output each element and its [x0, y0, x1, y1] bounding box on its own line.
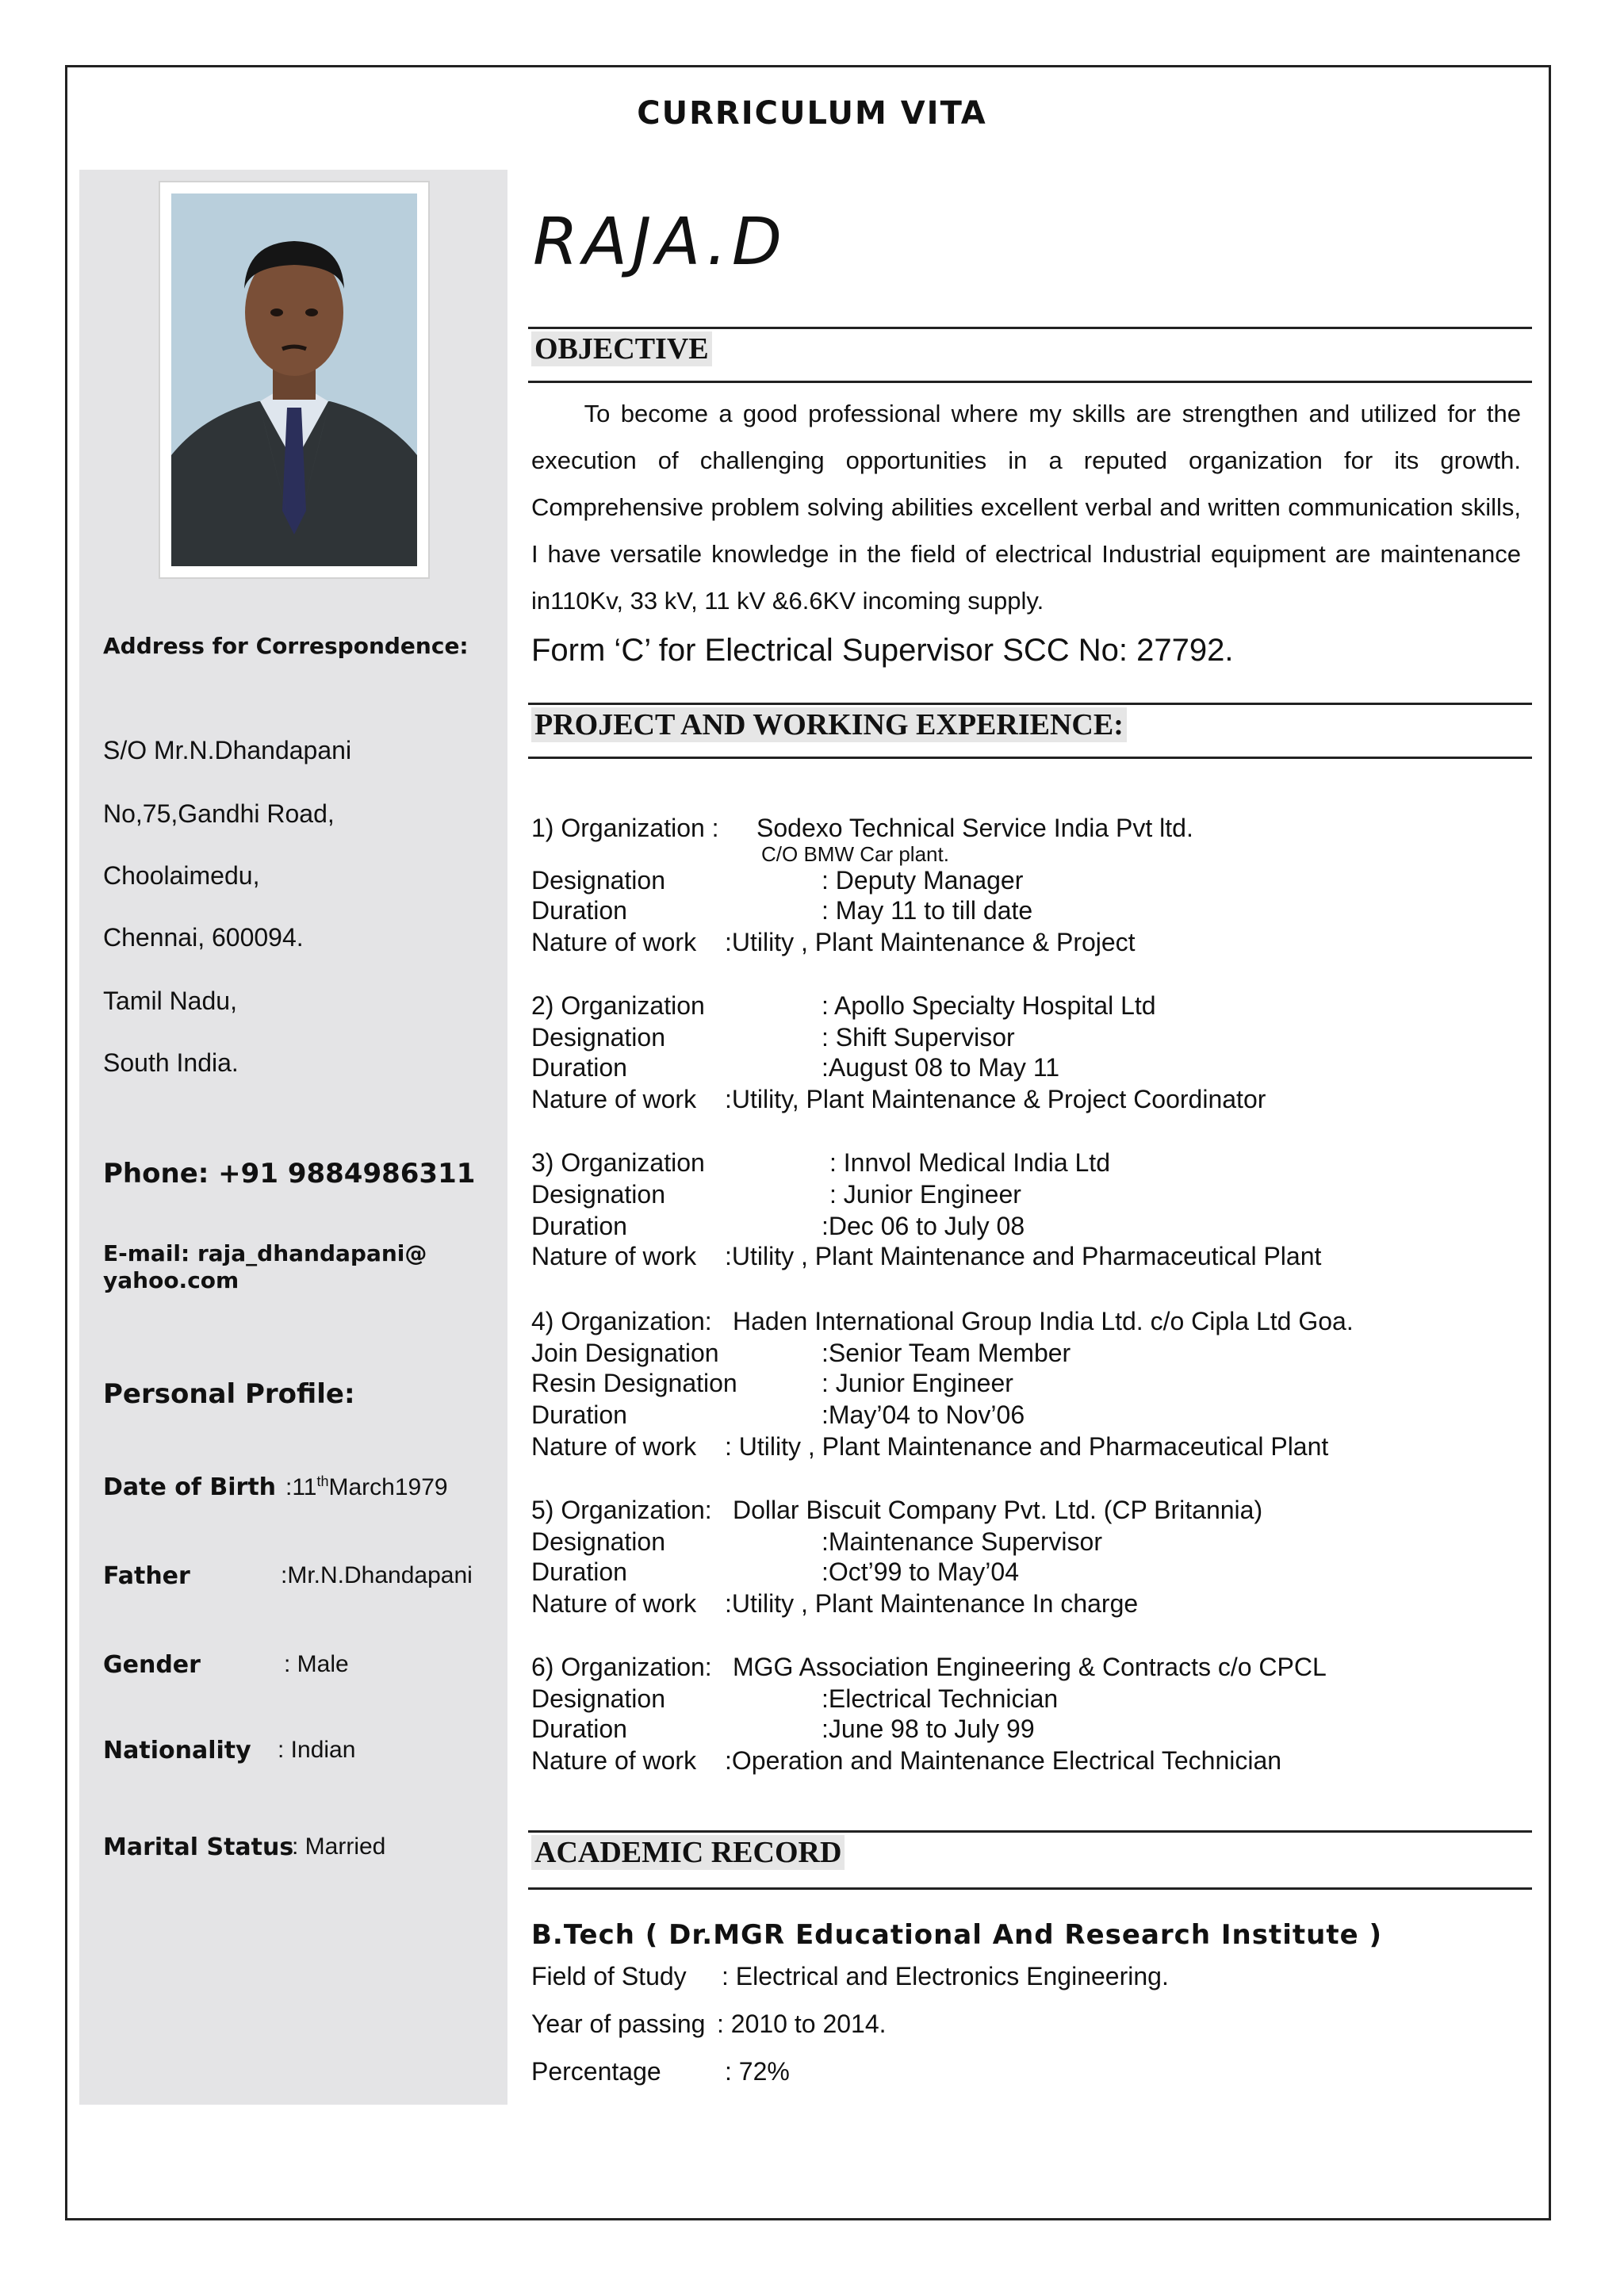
academic-heading: ACADEMIC RECORD — [531, 1835, 845, 1870]
job-designation-label: Designation — [531, 1180, 665, 1209]
job-duration-label: Duration — [531, 1715, 627, 1743]
job-designation: : Shift Supervisor — [822, 1023, 1015, 1052]
marital-status-value: : Married — [292, 1833, 386, 1860]
job-nature-label: Nature of work — [531, 1085, 697, 1113]
job-duration-label: Duration — [531, 1053, 627, 1082]
job-duration: :May’04 to Nov’06 — [822, 1400, 1025, 1429]
degree-title: B.Tech ( Dr.MGR Educational And Research Institute ) — [531, 1919, 1383, 1951]
academic-field-label: Field of Study — [531, 1962, 687, 1990]
job-nature: :Utility , Plant Maintenance & Project — [725, 928, 1136, 956]
job-nature: : Utility , Plant Maintenance and Pharmaceutical Plant — [725, 1432, 1329, 1461]
profile-photo-frame — [159, 181, 430, 579]
job-organization-label: 2) Organization — [531, 991, 705, 1020]
job-duration: :Dec 06 to July 08 — [822, 1212, 1025, 1240]
candidate-name: RAJA.D — [533, 205, 787, 280]
job-organization-label: 4) Organization: — [531, 1307, 712, 1335]
profile-photo — [171, 193, 417, 566]
job-designation: :Electrical Technician — [822, 1684, 1059, 1713]
supervisor-license: Form ‘C’ for Electrical Supervisor SCC No: 27792. — [531, 633, 1234, 668]
job-organization: Haden International Group India Ltd. c/o Cipla Ltd Goa. — [733, 1307, 1354, 1335]
nationality-value: : Indian — [278, 1737, 356, 1763]
objective-text: To become a good professional where my skills are strengthen and utilized for the execution of challenging opportunities in a reputed organization for its growth. Comprehensive problem solving abilities excellent verbal and written communication skills, I have versatile knowledge in the field of electrical Industrial equipment are maintenance in110Kv, 33 kV, 11 kV &6.6KV incoming supply. — [531, 400, 1521, 615]
job-nature-label: Nature of work — [531, 1589, 697, 1618]
job-duration: :June 98 to July 99 — [822, 1715, 1035, 1743]
job-designation-label: Designation — [531, 1684, 665, 1713]
job-nature: :Utility , Plant Maintenance In charge — [725, 1589, 1139, 1618]
address-line: Tamil Nadu, — [103, 987, 237, 1015]
father-label: Father — [103, 1562, 190, 1590]
academic-percentage-value: : 72% — [725, 2057, 790, 2086]
divider — [528, 703, 1532, 705]
job-nature-label: Nature of work — [531, 1746, 697, 1775]
job-designation-label: Designation — [531, 866, 665, 895]
marital-status-label: Marital Status — [103, 1833, 294, 1861]
document-title: CURRICULUM VITA — [637, 95, 987, 132]
job-organization: Dollar Biscuit Company Pvt. Ltd. (CP Britannia) — [733, 1496, 1263, 1524]
academic-year-value: : 2010 to 2014. — [717, 2010, 887, 2038]
divider — [528, 1887, 1532, 1890]
divider — [528, 757, 1532, 759]
nationality-label: Nationality — [103, 1737, 251, 1764]
job-duration: :Oct’99 to May’04 — [822, 1557, 1019, 1586]
job-organization: : Apollo Specialty Hospital Ltd — [822, 991, 1156, 1020]
job-designation-label: Join Designation — [531, 1339, 719, 1367]
academic-percentage-label: Percentage — [531, 2057, 661, 2086]
job-organization-label: 6) Organization: — [531, 1653, 712, 1681]
job-organization-note: C/O BMW Car plant. — [761, 842, 949, 866]
job-organization-label: 3) Organization — [531, 1148, 705, 1177]
job-designation-label: Designation — [531, 1527, 665, 1556]
job-designation: : Junior Engineer — [829, 1180, 1021, 1209]
email-line: yahoo.com — [103, 1267, 239, 1293]
job-organization: : Innvol Medical India Ltd — [829, 1148, 1110, 1177]
job-organization-label: 5) Organization: — [531, 1496, 712, 1524]
academic-year-label: Year of passing — [531, 2010, 706, 2038]
job-nature: :Operation and Maintenance Electrical Technician — [725, 1746, 1282, 1775]
address-line: Chennai, 600094. — [103, 923, 304, 952]
job-duration-label: Duration — [531, 1557, 627, 1586]
job-nature-label: Nature of work — [531, 1242, 697, 1270]
gender-value: : Male — [284, 1651, 349, 1677]
objective-heading: OBJECTIVE — [531, 331, 712, 366]
job-duration-label: Duration — [531, 1400, 627, 1429]
dob-label: Date of Birth — [103, 1473, 277, 1501]
job-designation-label: Designation — [531, 1023, 665, 1052]
father-value: :Mr.N.Dhandapani — [281, 1562, 473, 1588]
divider — [528, 1830, 1532, 1833]
job-designation: : Junior Engineer — [822, 1369, 1013, 1397]
job-organization-label: 1) Organization : — [531, 814, 719, 842]
job-nature: :Utility, Plant Maintenance & Project Coordinator — [725, 1085, 1266, 1113]
divider — [528, 381, 1532, 383]
personal-profile-heading: Personal Profile: — [103, 1378, 355, 1410]
gender-label: Gender — [103, 1651, 201, 1679]
divider — [528, 327, 1532, 329]
address-heading: Address for Correspondence: — [103, 633, 469, 659]
job-designation: :Senior Team Member — [822, 1339, 1071, 1367]
job-organization: MGG Association Engineering & Contracts c/o CPCL — [733, 1653, 1327, 1681]
job-duration: :August 08 to May 11 — [822, 1053, 1060, 1082]
portrait-photo-illustration — [171, 193, 417, 566]
job-designation: :Maintenance Supervisor — [822, 1527, 1102, 1556]
job-duration-label: Duration — [531, 896, 627, 925]
job-organization: Sodexo Technical Service India Pvt ltd. — [756, 814, 1193, 842]
address-line: No,75,Gandhi Road, — [103, 799, 335, 828]
experience-heading: PROJECT AND WORKING EXPERIENCE: — [531, 707, 1127, 742]
address-line: S/O Mr.N.Dhandapani — [103, 736, 352, 764]
job-nature-label: Nature of work — [531, 928, 697, 956]
job-duration: : May 11 to till date — [822, 896, 1033, 925]
address-line: Choolaimedu, — [103, 861, 260, 890]
phone-number: Phone: +91 9884986311 — [103, 1158, 476, 1190]
academic-field-value: : Electrical and Electronics Engineering. — [722, 1962, 1169, 1990]
job-nature-label: Nature of work — [531, 1432, 697, 1461]
job-designation-label: Resin Designation — [531, 1369, 737, 1397]
job-designation: : Deputy Manager — [822, 866, 1024, 895]
address-line: South India. — [103, 1048, 239, 1077]
job-duration-label: Duration — [531, 1212, 627, 1240]
job-nature: :Utility , Plant Maintenance and Pharmaceutical Plant — [725, 1242, 1322, 1270]
email-line: E-mail: raja_dhandapani@ — [103, 1240, 427, 1266]
dob-value: :11thMarch1979 — [285, 1473, 448, 1500]
